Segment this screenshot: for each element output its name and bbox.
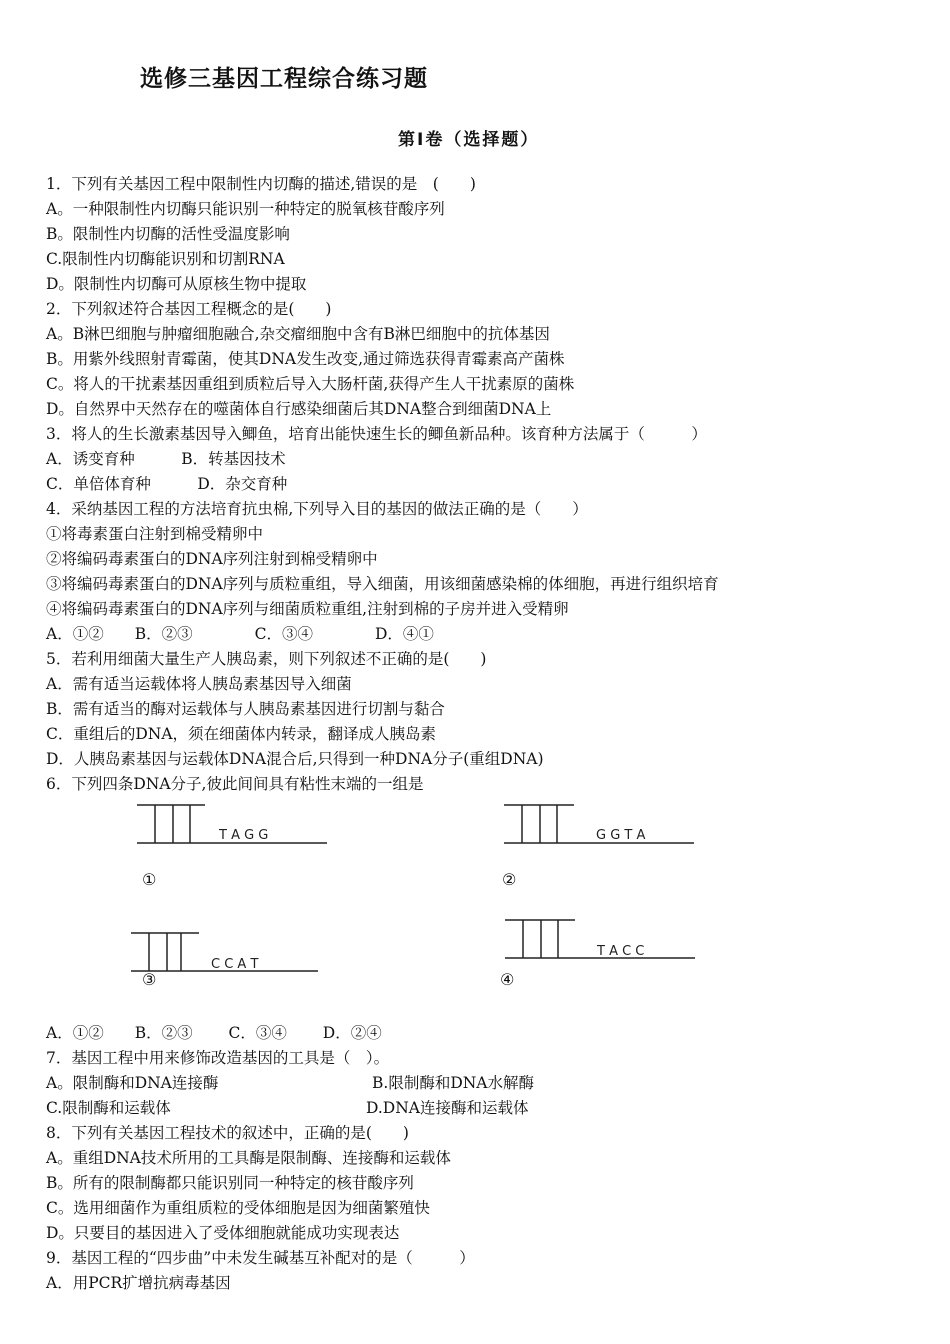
question-8-option-c: C。选用细菌作为重组质粒的受体细胞是因为细菌繁殖快	[46, 1199, 430, 1217]
question-2-option-b: B。用紫外线照射青霉菌，使其DNA发生改变,通过筛选获得青霉素高产菌株	[46, 350, 565, 368]
dna-sequence-2: G G T A	[596, 828, 646, 843]
dna-figure-4	[505, 918, 705, 968]
section-title: 第Ⅰ卷（选择题）	[398, 130, 540, 150]
question-5-option-d: D．人胰岛素基因与运载体DNA混合后,只得到一种DNA分子(重组DNA)	[46, 750, 544, 768]
question-5-stem: 5．若利用细菌大量生产人胰岛素，则下列叙述不正确的是( )	[46, 650, 487, 668]
question-7-option-d: D.DNA连接酶和运载体	[366, 1099, 529, 1117]
dna-label-4: ④	[500, 970, 515, 989]
question-8-option-d: D。只要目的基因进入了受体细胞就能成功实现表达	[46, 1224, 400, 1242]
dna-figure-1	[137, 803, 337, 853]
question-2-option-c: C。将人的干扰素基因重组到质粒后导入大肠杆菌,获得产生人干扰素原的菌株	[46, 375, 575, 393]
dna-sequence-3: C C A T	[211, 957, 259, 972]
dna-sequence-4: T A C C	[597, 944, 645, 959]
question-1-option-d: D。限制性内切酶可从原核生物中提取	[46, 275, 307, 293]
question-4-item-2: ②将编码毒素蛋白的DNA序列注射到棉受精卵中	[46, 550, 378, 568]
question-5-option-b: B．需有适当的酶对运载体与人胰岛素基因进行切割与黏合	[46, 700, 445, 718]
question-7-options-ab	[46, 1073, 906, 1093]
dna-label-1: ①	[142, 870, 157, 889]
question-7-option-a: A。限制酶和DNA连接酶	[46, 1074, 219, 1092]
dna-strand-4-drawing	[505, 918, 705, 968]
question-6-options: A．①② B．②③ C．③④ D．②④	[46, 1024, 382, 1042]
page-title: 选修三基因工程综合练习题	[140, 66, 428, 92]
dna-strand-2-drawing	[504, 803, 704, 853]
question-6-stem: 6．下列四条DNA分子,彼此间间具有粘性末端的一组是	[46, 775, 424, 793]
question-1-option-b: B。限制性内切酶的活性受温度影响	[46, 225, 290, 243]
question-1-stem: 1．下列有关基因工程中限制性内切酶的描述,错误的是 ( )	[46, 175, 476, 193]
question-1-option-c: C.限制性内切酶能识别和切割RNA	[46, 250, 285, 268]
question-5-option-c: C．重组后的DNA，须在细菌体内转录，翻译成人胰岛素	[46, 725, 437, 743]
question-8-option-b: B。所有的限制酶都只能识别同一种特定的核苷酸序列	[46, 1174, 414, 1192]
question-2-option-d: D。自然界中天然存在的噬菌体自行感染细菌后其DNA整合到细菌DNA上	[46, 400, 552, 418]
dna-figure-2	[504, 803, 704, 853]
question-4-item-3: ③将编码毒素蛋白的DNA序列与质粒重组，导入细菌，用该细菌感染棉的体细胞，再进行组织培育	[46, 575, 719, 593]
question-5-option-a: A．需有适当运载体将人胰岛素基因导入细菌	[46, 675, 352, 693]
question-8-stem: 8．下列有关基因工程技术的叙述中，正确的是( )	[46, 1124, 409, 1142]
question-9-option-a: A．用PCR扩增抗病毒基因	[46, 1274, 231, 1292]
question-2-option-a: A。B淋巴细胞与肿瘤细胞融合,杂交瘤细胞中含有B淋巴细胞中的抗体基因	[46, 325, 550, 343]
dna-sequence-1: T A G G	[219, 828, 269, 843]
question-3-options-cd: C．单倍体育种 D．杂交育种	[46, 475, 288, 493]
question-4-item-1: ①将毒素蛋白注射到棉受精卵中	[46, 525, 264, 543]
dna-label-3: ③	[142, 970, 157, 989]
question-7-options-cd	[46, 1098, 906, 1118]
question-2-stem: 2．下列叙述符合基因工程概念的是( )	[46, 300, 332, 318]
question-1-option-a: A。一种限制性内切酶只能识别一种特定的脱氧核苷酸序列	[46, 200, 445, 218]
question-7-option-b: B.限制酶和DNA水解酶	[372, 1074, 535, 1092]
question-4-stem: 4．采纳基因工程的方法培育抗虫棉,下列导入目的基因的做法正确的是（ ）	[46, 500, 588, 518]
dna-figure-3	[131, 931, 331, 981]
question-4-options: A．①② B．②③ C．③④ D．④①	[46, 625, 434, 643]
dna-label-2: ②	[502, 870, 517, 889]
question-7-stem: 7．基因工程中用来修饰改造基因的工具是（ ）。	[46, 1049, 390, 1067]
question-3-stem: 3．将人的生长激素基因导入鲫鱼，培育出能快速生长的鲫鱼新品种。该育种方法属于（ ）	[46, 425, 707, 443]
question-8-option-a: A。重组DNA技术所用的工具酶是限制酶、连接酶和运载体	[46, 1149, 451, 1167]
dna-strand-3-drawing	[131, 931, 331, 981]
dna-strand-1-drawing	[137, 803, 337, 853]
question-7-option-c: C.限制酶和运载体	[46, 1099, 171, 1117]
question-4-item-4: ④将编码毒素蛋白的DNA序列与细菌质粒重组,注射到棉的子房并进入受精卵	[46, 600, 569, 618]
question-3-options-ab: A．诱变育种 B．转基因技术	[46, 450, 286, 468]
question-9-stem: 9．基因工程的“四步曲”中未发生碱基互补配对的是（ ）	[46, 1249, 475, 1267]
